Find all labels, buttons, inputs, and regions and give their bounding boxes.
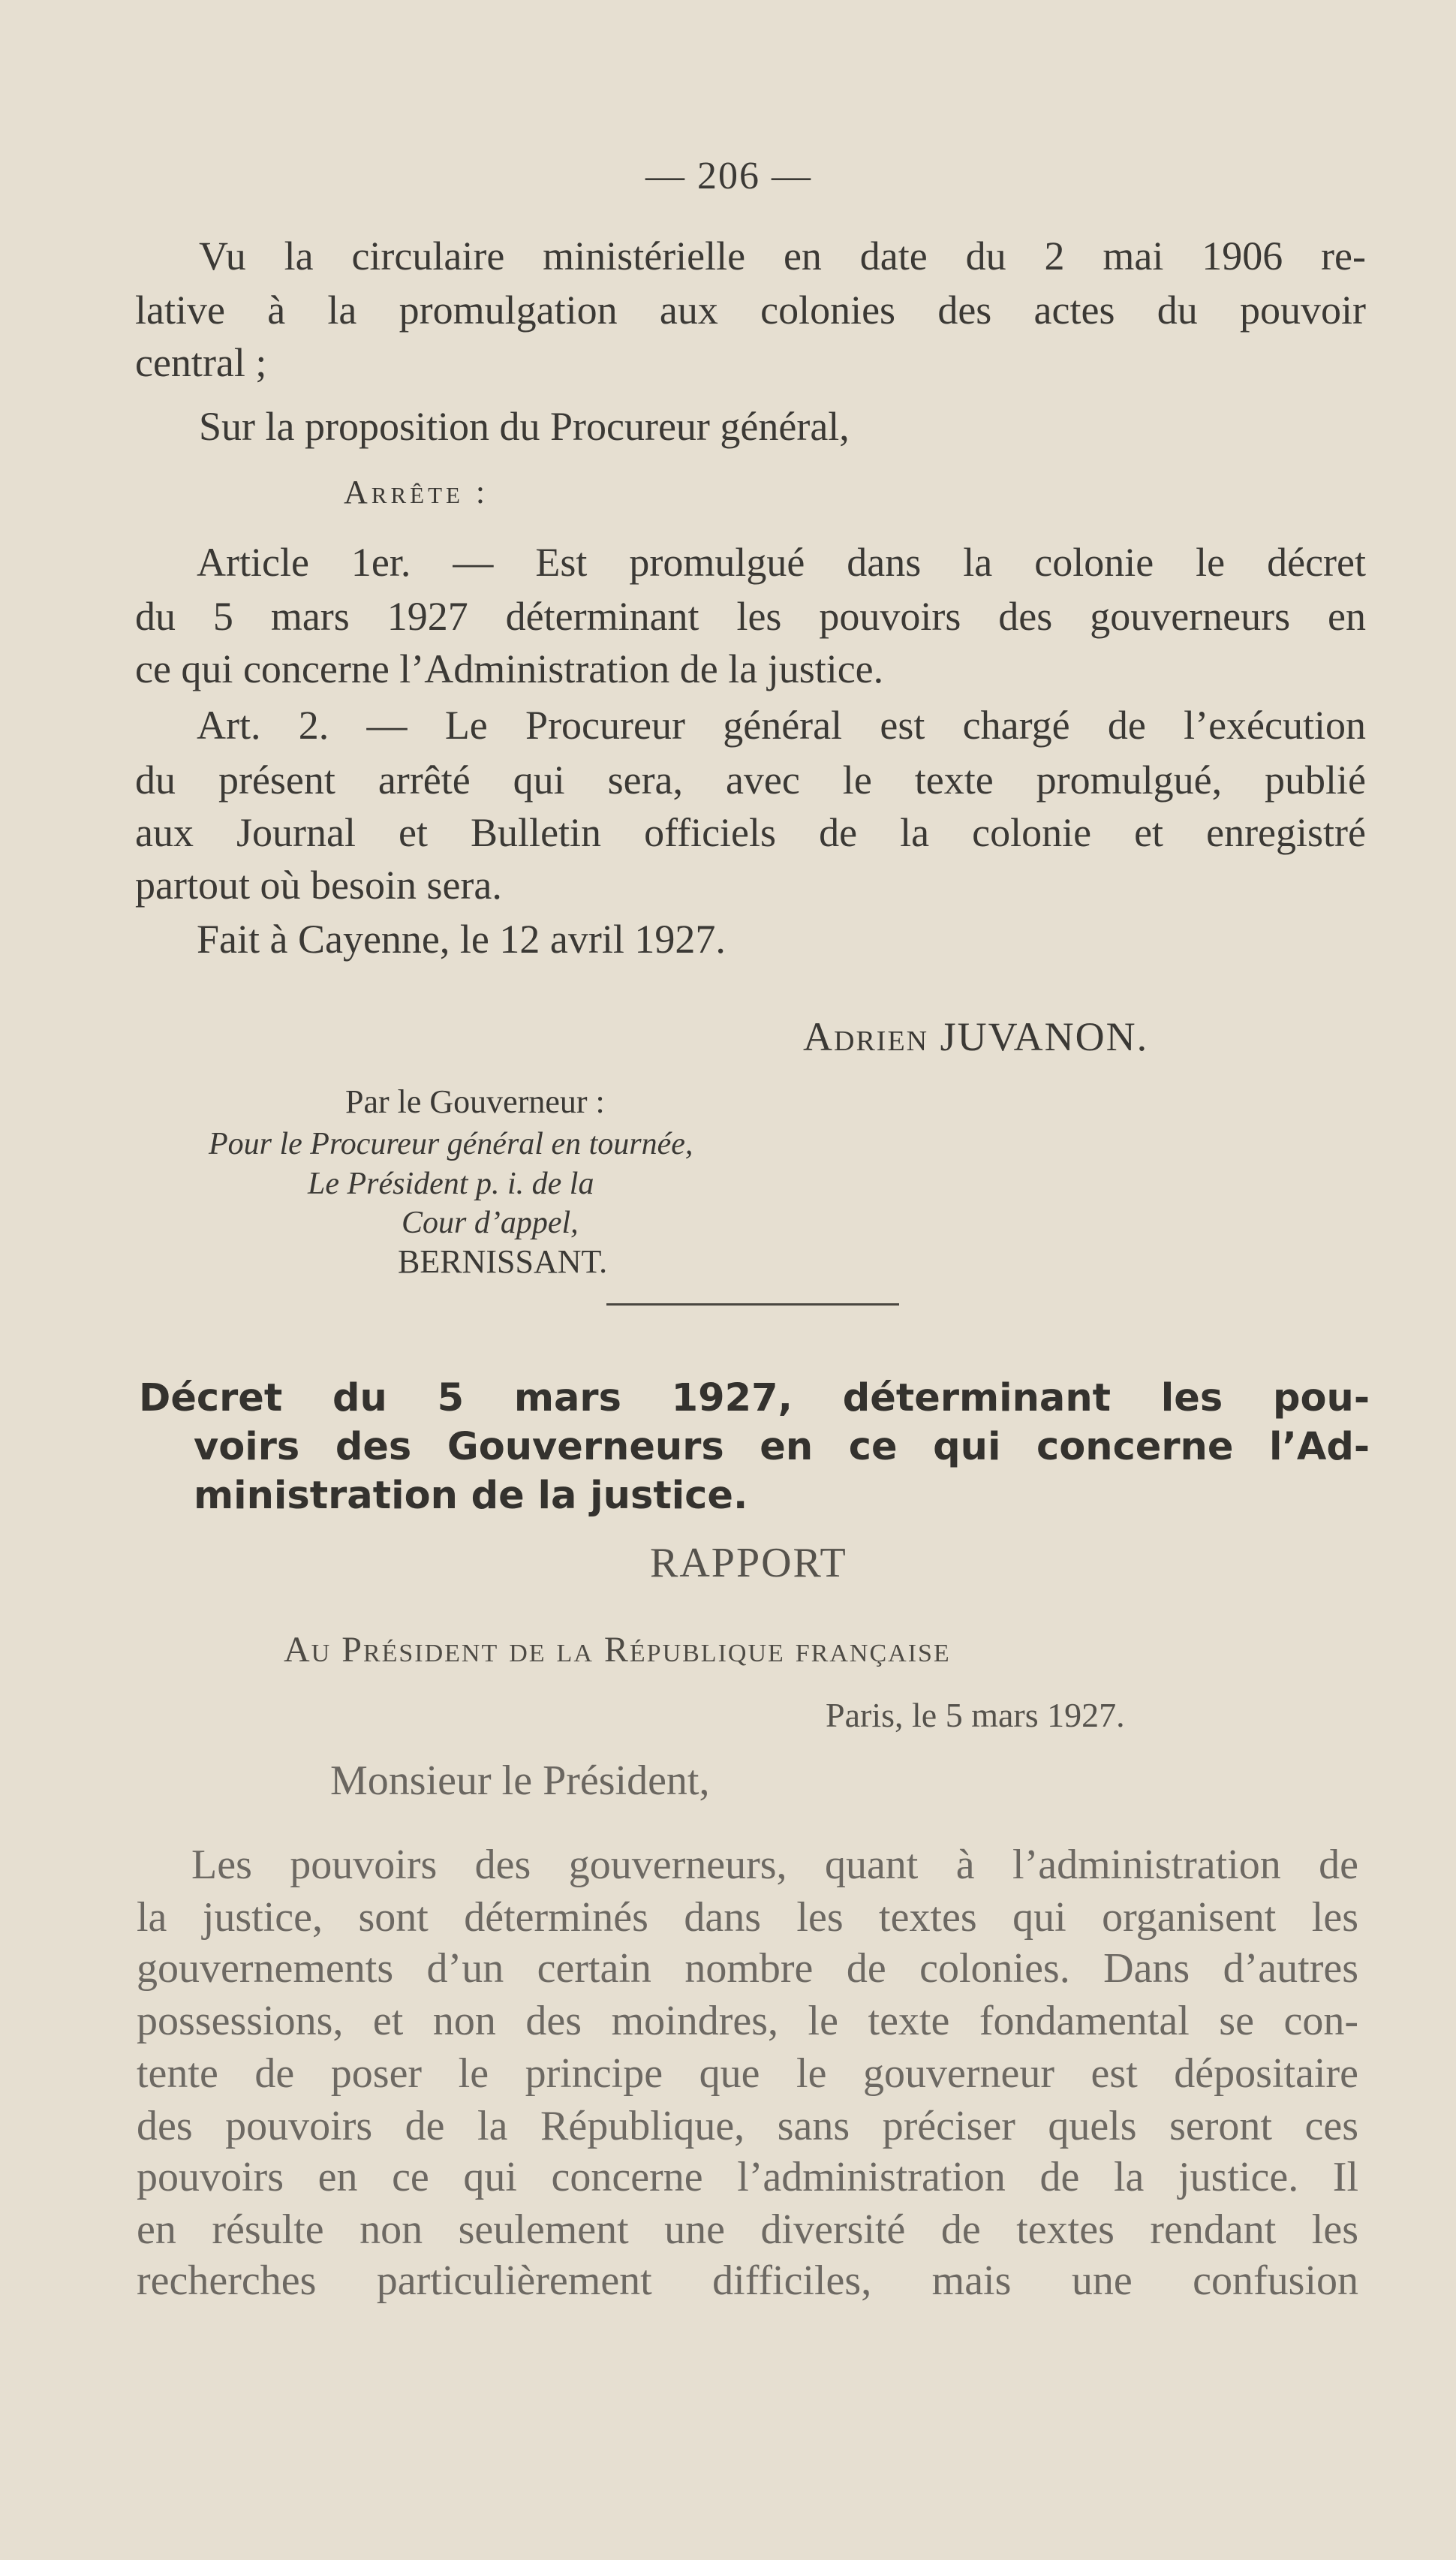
decree-title-line: ministration de la justice. xyxy=(194,1474,748,1518)
report-addressee xyxy=(284,1629,951,1670)
report-line: pouvoirs en ce qui concerne l’administration de la justice. Il xyxy=(137,2154,1358,2200)
signature-name xyxy=(803,1013,1148,1060)
article-line: partout où besoin sera. xyxy=(135,863,502,908)
decree-title-line: voirs des Gouverneurs en ce qui concerne l’Ad- xyxy=(194,1425,1370,1469)
report-line: la justice, sont déterminés dans les textes qui organisent les xyxy=(137,1894,1358,1941)
fait-line: Fait à Cayenne, le 12 avril 1927. xyxy=(197,917,726,962)
preamble-line: Sur la proposition du Procureur général, xyxy=(199,404,850,449)
decree-title-line: Décret du 5 mars 1927, déterminant les pou- xyxy=(139,1376,1370,1420)
for-line: Pour le Procureur général en tournée, xyxy=(209,1127,693,1161)
report-line: tente de poser le principe que le gouverneur est dépositaire xyxy=(137,2050,1358,2097)
arrete-heading: Arrête : xyxy=(344,474,489,510)
by-governor: Par le Gouverneur : xyxy=(345,1083,605,1120)
signer: BERNISSANT. xyxy=(398,1243,608,1280)
article-line: ce qui concerne l’Administration de la justice. xyxy=(135,646,884,691)
addressee-text: Au Président de la République française xyxy=(284,1630,951,1670)
signature-last-name: JUVANON. xyxy=(940,1014,1149,1059)
report-line: recherches particulièrement difficiles, mais une confusion xyxy=(137,2257,1358,2304)
article-line: du 5 mars 1927 déterminant les pouvoirs des gouverneurs en xyxy=(135,594,1366,639)
preamble-line: lative à la promulgation aux colonies des actes du pouvoir xyxy=(135,288,1366,333)
article-line: Art. 2. — Le Procureur général est chargé de l’exécution xyxy=(197,703,1366,748)
report-line: possessions, et non des moindres, le texte fondamental se con- xyxy=(137,1998,1358,2044)
report-heading: RAPPORT xyxy=(650,1540,847,1586)
article-line: du présent arrêté qui sera, avec le texte promulgué, publié xyxy=(135,757,1366,803)
page-number: — 206 — xyxy=(645,155,812,197)
report-place-date: Paris, le 5 mars 1927. xyxy=(826,1696,1125,1734)
report-line: Les pouvoirs des gouverneurs, quant à l’administration de xyxy=(191,1842,1358,1888)
court-line: Cour d’appel, xyxy=(402,1206,579,1240)
preamble-line: Vu la circulaire ministérielle en date du 2 mai 1906 re- xyxy=(199,233,1366,279)
report-line: des pouvoirs de la République, sans préciser quels seront ces xyxy=(137,2103,1358,2149)
president-line: Le Président p. i. de la xyxy=(308,1167,594,1201)
article-line: aux Journal et Bulletin officiels de la colonie et enregistré xyxy=(135,810,1366,855)
article-line: Article 1er. — Est promulgué dans la colonie le décret xyxy=(197,540,1366,585)
divider-rule xyxy=(606,1303,899,1306)
report-line: gouvernements d’un certain nombre de colonies. Dans d’autres xyxy=(137,1945,1358,1992)
signature-first-name: Adrien xyxy=(803,1014,929,1059)
preamble-line: central ; xyxy=(135,340,267,385)
report-salutation: Monsieur le Président, xyxy=(330,1757,710,1804)
report-line: en résulte non seulement une diversité de textes rendant les xyxy=(137,2206,1358,2253)
